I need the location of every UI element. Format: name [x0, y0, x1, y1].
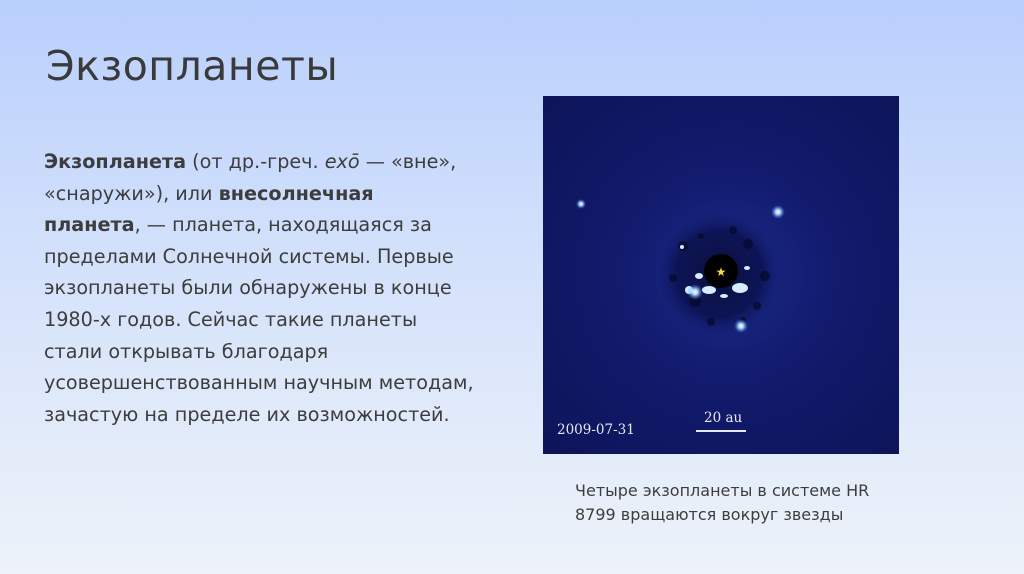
- exoplanet-e: [687, 284, 703, 300]
- body-text-part-2: — «вне», «снаружи»), или: [44, 150, 457, 205]
- exoplanet-b: [771, 205, 785, 219]
- star-icon: ★: [715, 265, 727, 279]
- image-caption: Четыре экзопланеты в системе HR 8799 вращаются вокруг звезды: [575, 481, 870, 524]
- body-text-part-3: , — планета, находящаяся за пределами Солнечной системы. Первые экзопланеты были обнаружены в конце 1980-х годов. Сейчас такие планеты стали открывать благодаря усовершенствованным научным методам, зачастую на пределе их возможностей.: [44, 213, 474, 426]
- body-paragraph: [44, 146, 474, 430]
- image-date-label: 2009-07-31: [557, 422, 635, 438]
- body-text-part-1: (от др.-греч.: [186, 150, 325, 173]
- exoplanet-d: [734, 319, 748, 333]
- image-scale-label: 20 au: [704, 410, 743, 426]
- hr8799-image: [543, 96, 899, 454]
- term-extrasolar-planet: внесолнечная планета: [44, 181, 374, 237]
- scale-bar: [696, 430, 746, 432]
- term-exoplanet: Экзопланета: [44, 150, 187, 173]
- exoplanet-c: [576, 199, 586, 209]
- greek-word: exō: [324, 150, 360, 173]
- exoplanet-photo-graphic: [543, 96, 899, 454]
- slide-title: Экзопланеты: [46, 42, 339, 90]
